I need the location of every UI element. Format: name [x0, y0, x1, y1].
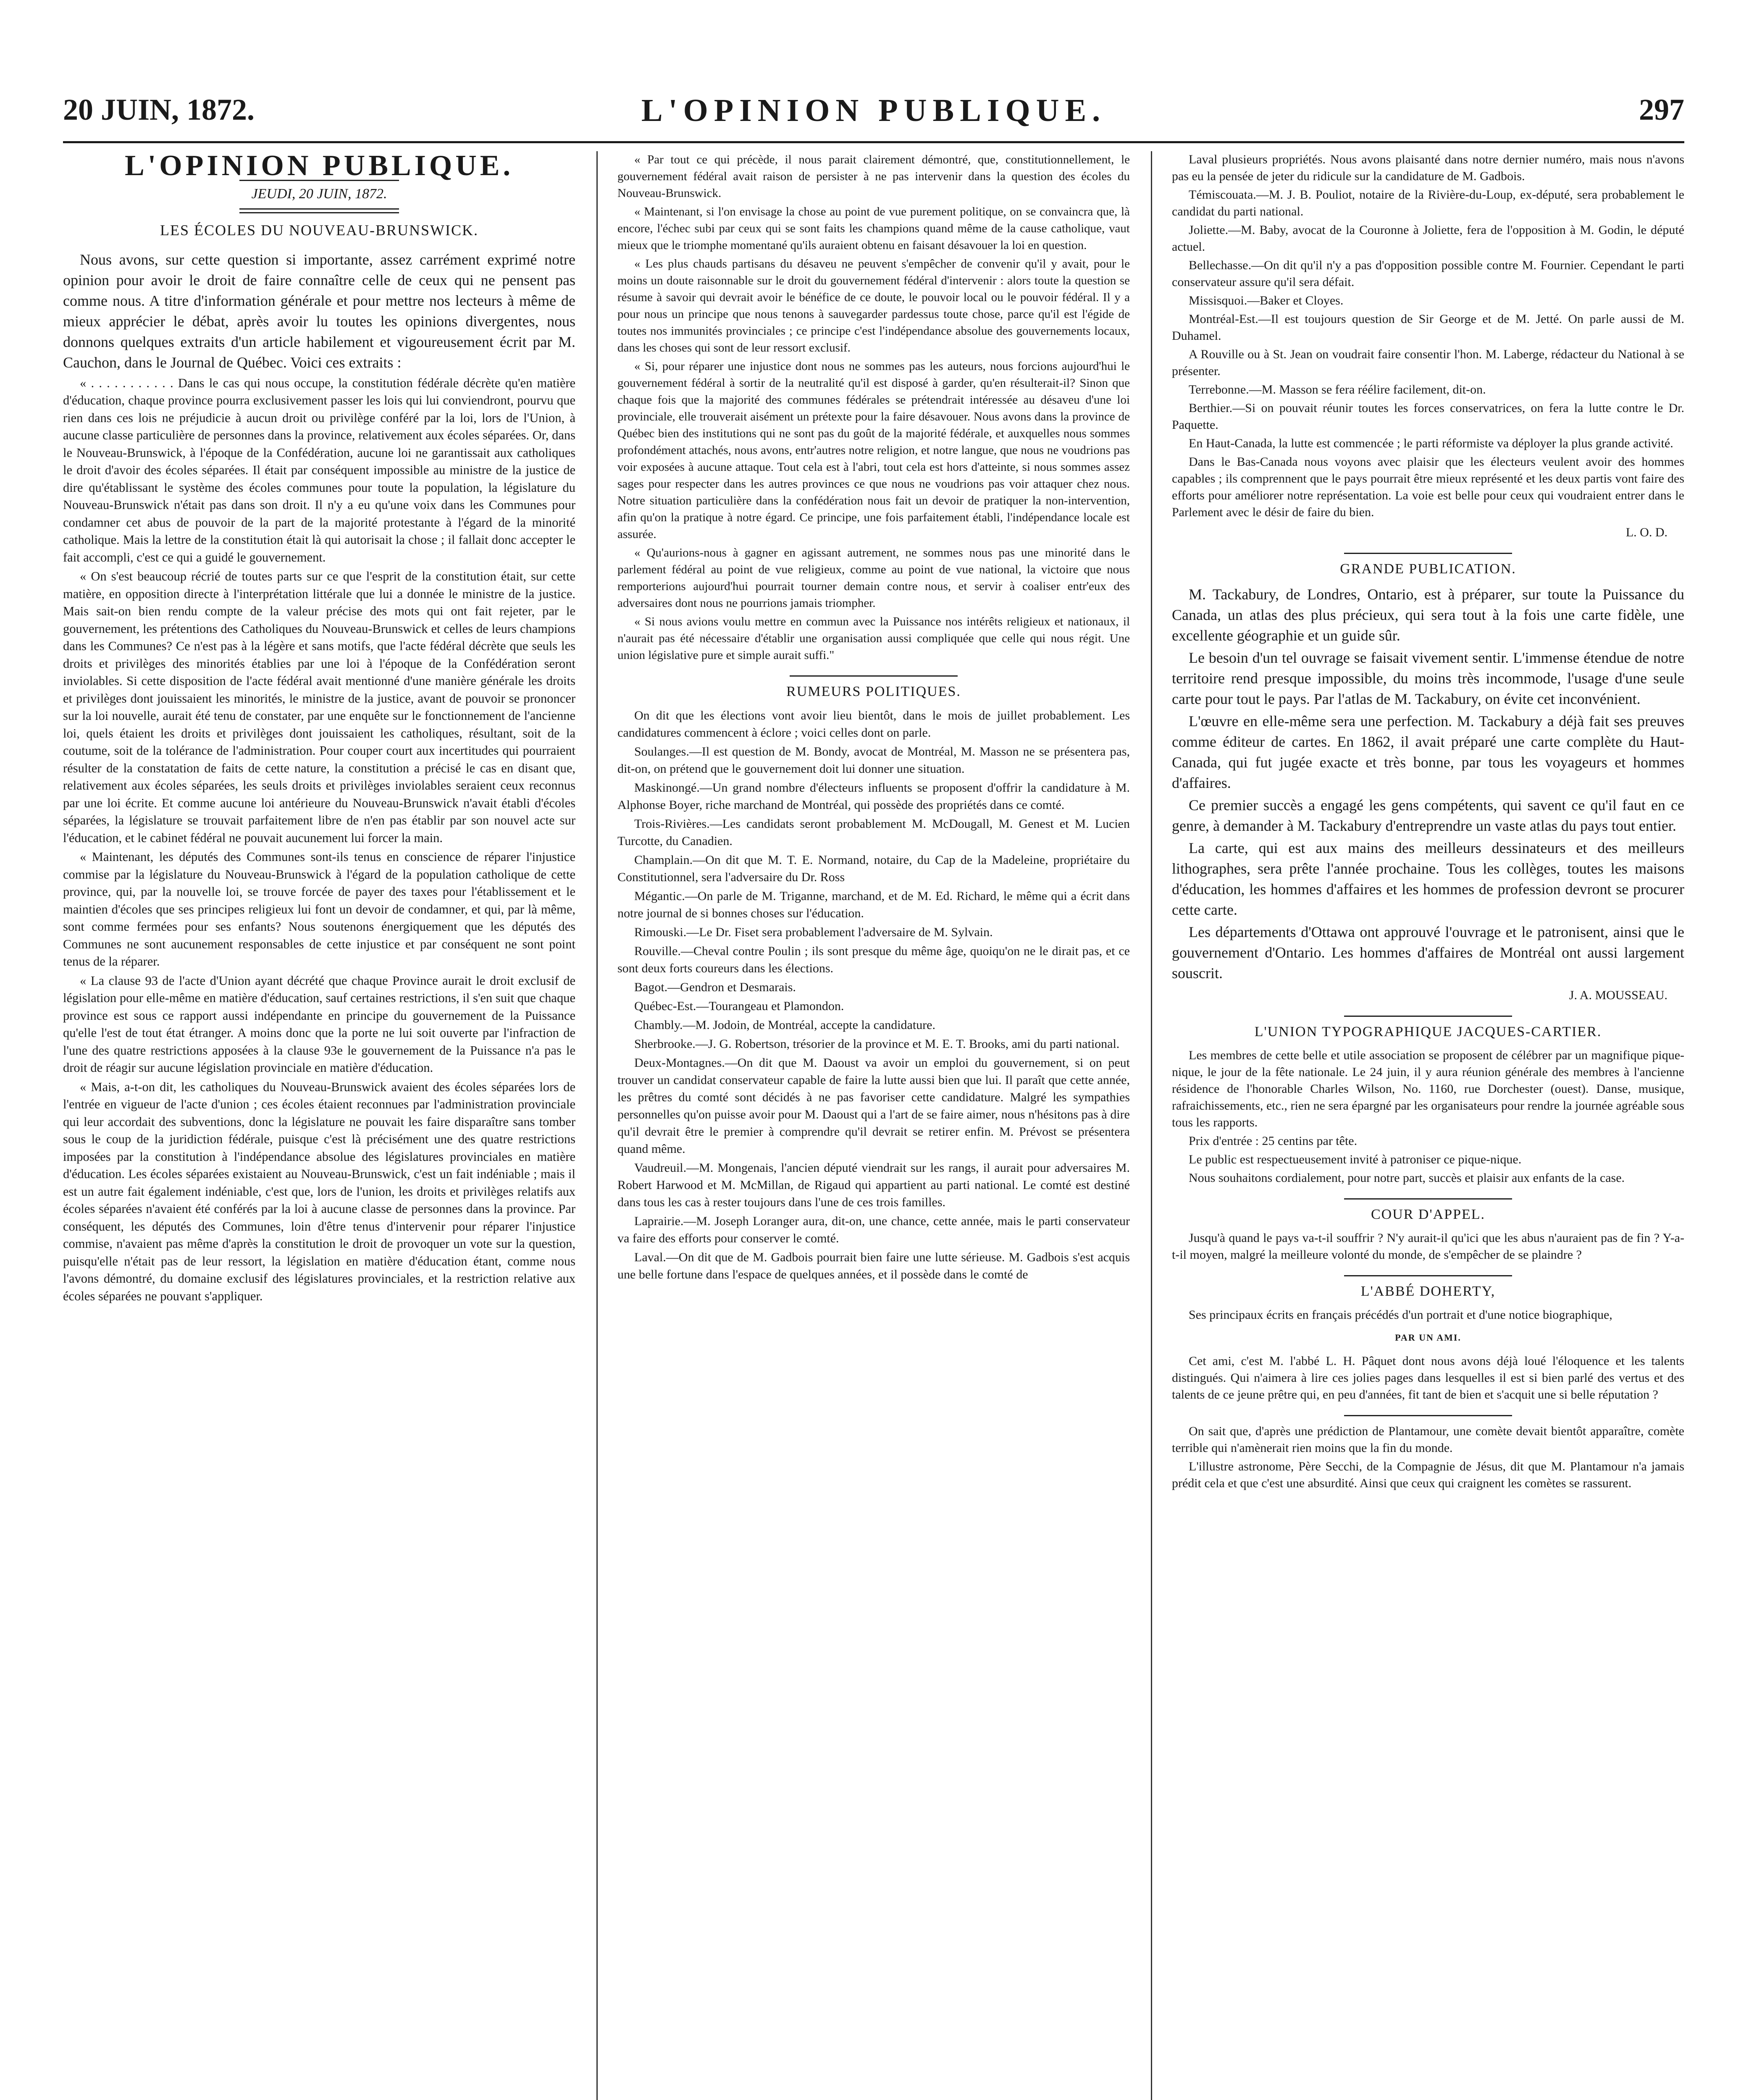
- signature: L. O. D.: [1625, 525, 1667, 539]
- section-heading: L'UNION TYPOGRAPHIQUE JACQUES-CARTIER.: [1254, 1024, 1602, 1040]
- rumor-paragraph: Sherbrooke.—J. G. Robertson, trésorier de la province et M. E. T. Brooks, ami du parti national.: [634, 1037, 1120, 1051]
- article-paragraph: Le public est respectueusement invité à patroniser ce pique-nique.: [1189, 1152, 1522, 1166]
- article-paragraph: « Par tout ce qui précède, il nous parait clairement démontré, que, constitutionnellement, le gouvernement fédéral avait raison de persister à ne pas intervenir dans la question des écoles du Nouveau-Brunswick.: [617, 153, 1130, 200]
- article-paragraph: Ses principaux écrits en français précédés d'un portrait et d'une notice biographique,: [1189, 1308, 1612, 1322]
- header-rule: [63, 141, 1684, 143]
- article-paragraph: La carte, qui est aux mains des meilleurs dessinateurs et des meilleurs lithographes, sera prête l'année prochaine. Tous les collèges, toutes les maisons d'éducation, les hommes d'affaires et les hommes de profession devront se procurer cette carte.: [1172, 840, 1684, 918]
- column-2: [617, 151, 1130, 2100]
- article-paragraph: Les membres de cette belle et utile association se proposent de célébrer par un magnifique pique-nique, le jour de la fête nationale. Le 24 juin, il y aura réunion générale des membres à l'ancienne résidence de l'honorable Charles Wilson, No. 1160, rue Dorchester (ouest). Danse, musique, rafraichissements, etc., rien ne sera épargné par les organisateurs pour rendre la journée agréable sous tous les rapports.: [1172, 1048, 1684, 1129]
- article-paragraph: Le besoin d'un tel ouvrage se faisait vivement sentir. L'immense étendue de notre territoire rend presque impossible, du moins très incommode, l'usage d'une seule carte pour tout le pays. Par l'atlas de M. Tackabury, on évite cet inconvénient.: [1172, 649, 1684, 707]
- newspaper-page: [63, 88, 1684, 2100]
- column-divider: [1151, 151, 1152, 2100]
- rumor-paragraph: Missisquoi.—Baker et Cloyes.: [1189, 294, 1344, 307]
- rumor-paragraph: Berthier.—Si on pouvait réunir toutes les forces conservatrices, on fera la lutte contre le Dr. Paquette.: [1172, 401, 1684, 432]
- column-3: [1172, 151, 1684, 2100]
- rumor-paragraph: Québec-Est.—Tourangeau et Plamondon.: [634, 999, 844, 1013]
- column-divider: [596, 151, 598, 2100]
- article-intro: Nous avons, sur cette question si importante, assez carrément exprimé notre opinion pour avoir le droit de faire connaître celle de ceux qui ne pensent pas comme nous. A titre d'information générale et pour mettre nos lecteurs à même de mieux apprécier le débat, après avoir lu toutes les opinions divergentes, nous donnons quelques extraits d'un article habilement et vigoureusement écrit par M. Cauchon, dans le Journal de Québec. Voici ces extraits :: [63, 251, 575, 371]
- rumor-paragraph: On dit que les élections vont avoir lieu bientôt, dans le mois de juillet probablement. Les candidatures commencent à éclore ; voici celles dont on parle.: [617, 709, 1130, 740]
- article-paragraph: « Les plus chauds partisans du désaveu ne peuvent s'empêcher de convenir qu'il y avait, pour le moins un doute raisonnable sur le droit du gouvernement fédéral d'intervenir : alors toute la question se résume à savoir qui devrait avoir le bénéfice de ce doute, le pouvoir local ou le pouvoir fédéral. Il y a pour nous un principe que nous tenons à sauvegarder pardessus toute chose, parce qu'il est l'égide de toutes nos immunités provinciales ; ce principe c'est l'indépendance absolue des gouvernements locaux, dans les choses qui sont de leur ressort exclusif.: [617, 257, 1130, 354]
- rumor-paragraph: Deux-Montagnes.—On dit que M. Daoust va avoir un emploi du gouvernement, si on peut trouver un candidat conservateur capable de faire la lutte aussi bien que lui. Il paraît que cette année, les prêtres du comté sont décidés à ne pas favoriser cette candidature. Malgré les sympathies personnelles qu'on puisse avoir pour M. Daoust qui a l'art de se faire aimer, nous n'hésitons pas à dire qu'il devrait être le premier à comprendre qu'il devrait se retirer enfin. M. Prévost se présentera quand même.: [617, 1056, 1130, 1156]
- article-paragraph: Jusqu'à quand le pays va-t-il souffrir ? N'y aurait-il qu'ici que les abus n'auraient pas de fin ? Y-a-t-il moyen, malgré la meilleure volonté du monde, de s'empêcher de se plaindre ?: [1172, 1231, 1684, 1262]
- article-paragraph: « . . . . . . . . . . . Dans le cas qui nous occupe, la constitution fédérale décrète qu'en matière d'éducation, chaque province pourra exclusivement passer les lois qui lui conviendront, pourvu que rien dans ces lois ne préjudicie à aucun droit ou privilège conféré par la loi, lors de l'Union, à aucune classe particulière de personnes dans la province, relativement aux écoles séparées. Or, dans le Nouveau-Brunswick, à l'époque de la Confédération, aucune loi ne garantissait aux catholiques le droit d'avoir des écoles séparées. Il était par conséquent impossible au ministre de la justice de dire qu'établissant le système des écoles communes pour toute la population, la législature du Nouveau-Brunswick n'était pas dans son droit. Il n'y a eu qu'une voix dans les Communes pour condamner cet abus de pouvoir de la part de la majorité protestante à l'égard de la minorité catholique. Mais la lettre de la constitution était là qui autorisait la chose ; il fallait donc accepter le fait accompli, c'est ce qui a guidé le gouvernement.: [63, 375, 575, 564]
- article-paragraph: On sait que, d'après une prédiction de Plantamour, une comète devait bientôt apparaître, comète terrible qui n'amènerait rien moins que la fin du monde.: [1172, 1424, 1684, 1455]
- rumor-paragraph: Terrebonne.—M. Masson se fera réélire facilement, dit-on.: [1189, 383, 1486, 396]
- article-paragraph: Nous souhaitons cordialement, pour notre part, succès et plaisir aux enfants de la case.: [1189, 1171, 1625, 1185]
- rumor-paragraph: Chambly.—M. Jodoin, de Montréal, accepte la candidature.: [634, 1018, 935, 1032]
- article-paragraph: « On s'est beaucoup récrié de toutes parts sur ce que l'esprit de la constitution était, sur cette matière, en opposition directe à l'interprétation littérale que lui a donnée le ministre de la justice. Mais sait-on bien rendu compte de la valeur précise des mots qui ont fait rejeter, par le gouvernement, les prétentions des Catholiques du Nouveau-Brunswick et celles de leurs champions dans les Communes? Ce n'est pas à la légère et sans motifs, que l'acte fédéral décrète que seuls les droits et privilèges des minorités établies par une loi à l'époque de la Confédération seront inviolables. Si cette disposition de l'acte fédéral avait mentionné d'une manière générale les droits et privilèges dont jouissaient les minorités, le ministre de la justice, avant de pouvoir se prononcer sur la loi nouvelle, aurait été tenu de constater, par une enquête sur le fonctionnement de l'ancienne loi, quels étaient les droits et privilèges dont jouissaient les catholiques, résultant, soit de la coutume, soit de la tolérance de l'administration. Pour couper court aux incertitudes qui pourraient résulter de la constatation de faits de cette nature, la constitution a précisé le cas en disant que, relativement aux écoles séparées, les seuls droits et privilèges inviolables seraient ceux reconnus par une loi écrite. Et comme aucune loi antérieure du Nouveau-Brunswick n'avait établi d'écoles séparées, la législature se trouvait parfaitement libre de n'en pas établir par son nouvel acte sur l'éducation, et le cabinet fédéral ne pouvait aucunement lui forcer la main.: [63, 569, 575, 845]
- page-number: 297: [1639, 93, 1684, 126]
- rumor-paragraph: Rimouski.—Le Dr. Fiset sera probablement l'adversaire de M. Sylvain.: [634, 925, 993, 939]
- rumor-paragraph: Mégantic.—On parle de M. Triganne, marchand, et de M. Ed. Richard, le même qui a écrit dans notre journal de si bonnes choses sur l'éducation.: [617, 889, 1130, 920]
- rumor-paragraph: Trois-Rivières.—Les candidats seront probablement M. McDougall, M. Genest et M. Lucien Turcotte, du Canadien.: [617, 817, 1130, 848]
- dateline-rule: [239, 208, 399, 210]
- rumor-paragraph: A Rouville ou à St. Jean on voudrait faire consentir l'hon. M. Laberge, rédacteur du National à se présenter.: [1172, 347, 1684, 378]
- page-header: [63, 88, 1684, 139]
- article-paragraph: « Si, pour réparer une injustice dont nous ne sommes pas les auteurs, nous forcions aujourd'hui le gouvernement fédéral à sortir de la neutralité qu'il est disposé à garder, qu'en résulterait-il? Sinon que chaque fois que la majorité des communes fédérales se prétendrait intéressée au désaveu d'une loi provinciale, elle trouverait aisément un prétexte pour la faire désavouer. Nous avons dans la province de Québec bien des institutions qui ne sont pas du goût de la majorité fédérale, et auxquelles nous sommes profondément attachés, nous avons, entr'autres notre religion, et notre langue, que nous ne voudrions pas voir exposées à aucune attaque. Tout cela est à l'abri, tout cela est hors d'atteinte, si nous sommes assez sages pour respecter dans les autres provinces ce que nous ne voudrions pas voir attaquer chez nous. Notre situation particulière dans la confédération nous fait un devoir de pratiquer la non-intervention, afin qu'on la pratique à notre égard. Ce principe, une fois parfaitement établi, l'indépendance locale est assurée.: [617, 360, 1130, 541]
- signature: J. A. MOUSSEAU.: [1569, 988, 1667, 1002]
- byline: PAR UN AMI.: [1395, 1332, 1461, 1343]
- section-divider: [1344, 553, 1512, 554]
- article-paragraph: « Maintenant, les députés des Communes sont-ils tenus en conscience de réparer l'injustice commise par la législature du Nouveau-Brunswick à l'égard de la population catholique de cette province, qui, par la nouvelle loi, se trouve forcée de payer des taxes pour l'établissement et le maintien d'écoles que ses principes religieux lui font un devoir de condamner, et qui, par là même, sont comme fermées pour ses enfants? Nous soutenons énergiquement que les députés des Communes ne sont aucunement responsables de cette injustice et par conséquent ne sont point tenus de la réparer.: [63, 850, 575, 969]
- rumor-paragraph: Soulanges.—Il est question de M. Bondy, avocat de Montréal, M. Masson ne se présentera pas, dit-on, on prétend que le gouvernement doit lui donner une situation.: [617, 745, 1130, 776]
- article-paragraph: Les départements d'Ottawa ont approuvé l'ouvrage et le patronisent, ainsi que le gouvernement d'Ontario. Les hommes d'affaires de Montréal ont aussi largement souscrit.: [1172, 924, 1684, 982]
- rumor-paragraph: Rouville.—Cheval contre Poulin ; ils sont presque du même âge, quoiqu'on ne le dirait pas, et ce sont deux forts coureurs dans les élections.: [617, 944, 1130, 975]
- section-divider: [1344, 1415, 1512, 1416]
- section-heading: L'ABBÉ DOHERTY,: [1360, 1284, 1496, 1299]
- article-paragraph: L'œuvre en elle-même sera une perfection. M. Tackabury a déjà fait ses preuves comme éditeur de cartes. En 1862, il avait préparé une carte complète du Haut-Canada, qui fut jugée exacte et très bonne, par tous les voyageurs et hommes d'affaires.: [1172, 713, 1684, 791]
- article-heading: LES ÉCOLES DU NOUVEAU-BRUNSWICK.: [160, 222, 478, 239]
- article-paragraph: « Qu'aurions-nous à gagner en agissant autrement, ne sommes nous pas une minorité dans le parlement fédéral au point de vue religieux, comme au point de vue national, la victoire que nous remporterions aujourd'hui pourrait tourner demain contre nous, et servir à coaliser entr'eux des adversaires dont nous ne pourrions jamais triompher.: [617, 546, 1130, 610]
- section-divider: [1344, 1275, 1512, 1276]
- column-1: [63, 151, 575, 2100]
- rumor-paragraph: En Haut-Canada, la lutte est commencée ; le parti réformiste va déployer la plus grande activité.: [1189, 436, 1673, 450]
- section-heading: COUR D'APPEL.: [1371, 1207, 1486, 1222]
- article-paragraph: « Si nous avions voulu mettre en commun avec la Puissance nos intérêts religieux et nationaux, il n'aurait pas été nécessaire d'établir une organisation aussi compliquée que celle qui nous régit. Une union législative pure et simple aurait suffi.": [617, 615, 1130, 662]
- rumor-paragraph: Bagot.—Gendron et Desmarais.: [634, 980, 796, 994]
- article-paragraph: « Maintenant, si l'on envisage la chose au point de vue purement politique, on se convaincra que, là encore, l'échec subi par ceux qui se sont faits les champions quand même de la cause catholique, vaut mieux que le triomphe momentané qu'ils auraient obtenu en faisant désavouer la loi en question.: [617, 205, 1130, 252]
- rumor-paragraph: Champlain.—On dit que M. T. E. Normand, notaire, du Cap de la Madeleine, propriétaire du Constitutionnel, sera l'adversaire du Dr. Ross: [617, 853, 1130, 884]
- rumor-paragraph: Bellechasse.—On dit qu'il n'y a pas d'opposition possible contre M. Fournier. Cependant le parti conservateur assure qu'il sera défait.: [1172, 258, 1684, 289]
- article-paragraph: Prix d'entrée : 25 centins par tête.: [1189, 1134, 1358, 1148]
- rumor-paragraph: Laval.—On dit que de M. Gadbois pourrait bien faire une lutte sérieuse. M. Gadbois s'est acquis une belle fortune dans l'espace de quelques années, et il possède dans le comté de: [617, 1250, 1130, 1281]
- rumor-paragraph: Laprairie.—M. Joseph Loranger aura, dit-on, une chance, cette année, mais le parti conservateur va faire des efforts pour conserver le comté.: [617, 1214, 1130, 1245]
- section-divider: [790, 675, 958, 677]
- article-paragraph: « La clause 93 de l'acte d'Union ayant décrété que chaque Province aurait le droit exclusif de législation pour elle-même en matière d'éducation, sauf certaines restrictions, il s'en suit que chaque province est sous ce rapport aussi indépendante en principe du gouvernement de la Puissance qu'elle l'est de tout état étranger. A moins donc que la porte ne lui soit ouverte par l'infraction de l'une des quatre restrictions apposées à la clause 93e le gouvernement de la Puissance n'a pas le droit de réagir sur aucune législation provinciale en matière d'éducation.: [63, 973, 575, 1075]
- section-divider: [1344, 1016, 1512, 1017]
- rumor-paragraph: Vaudreuil.—M. Mongenais, l'ancien député viendrait sur les rangs, il aurait pour adversaires M. Robert Harwood et M. McMillan, de Rigaud qui appartient au parti national. Le comté est destiné dans tous les cas à rester toujours dans l'une de ces trois familles.: [617, 1161, 1130, 1209]
- rumor-paragraph: Montréal-Est.—Il est toujours question de Sir George et de M. Jetté. On parle aussi de M. Duhamel.: [1172, 312, 1684, 343]
- rumor-paragraph: Laval plusieurs propriétés. Nous avons plaisanté dans notre dernier numéro, mais nous n'avons pas eu la pensée de jeter du ridicule sur la candidature de M. Gadbois.: [1172, 152, 1684, 183]
- article-paragraph: M. Tackabury, de Londres, Ontario, est à préparer, sur toute la Puissance du Canada, un atlas des plus précieux, qui sera tout à la fois une carte fidèle, une excellente géographie et un guide sûr.: [1172, 586, 1684, 644]
- rumor-paragraph: Maskinongé.—Un grand nombre d'électeurs influents se proposent d'offrir la candidature à M. Alphonse Boyer, riche marchand de Montréal, qui possède des propriétés dans ce comté.: [617, 781, 1130, 812]
- article-paragraph: Cet ami, c'est M. l'abbé L. H. Pâquet dont nous avons déjà loué l'éloquence et les talents distingués. Qui n'aimera à lire ces jolies pages dans lesquelles il est si bien parlé des vertus et des talents de ce jeune prêtre qui, en peu d'années, fit tant de bien et s'acquit une si belle réputation ?: [1172, 1354, 1684, 1402]
- dateline-rule: [239, 212, 399, 213]
- section-divider: [1344, 1198, 1512, 1200]
- rumor-paragraph: Témiscouata.—M. J. B. Pouliot, notaire de la Rivière-du-Loup, ex-député, sera probablement le candidat du parti national.: [1172, 188, 1684, 218]
- issue-date: JEUDI, 20 JUIN, 1872.: [251, 186, 387, 202]
- header-title: L'OPINION PUBLIQUE.: [641, 93, 1106, 128]
- section-heading: RUMEURS POLITIQUES.: [786, 684, 961, 699]
- paper-nameplate: L'OPINION PUBLIQUE.: [125, 151, 514, 182]
- article-paragraph: Ce premier succès a engagé les gens compétents, qui savent ce qu'il faut en ce genre, à demander à M. Tackabury d'entreprendre un vaste atlas du pays tout entier.: [1172, 797, 1684, 834]
- rumor-paragraph: Dans le Bas-Canada nous voyons avec plaisir que les électeurs veulent avoir des hommes capables ; ils comprennent que le pays pourrait être mieux représenté et les deux partis vont faire des efforts pour améliorer notre représentation. La voie est belle pour ceux qui voudraient entrer dans le Parlement avec le désir de faire du bien.: [1172, 455, 1684, 519]
- article-paragraph: L'illustre astronome, Père Secchi, de la Compagnie de Jésus, dit que M. Plantamour n'a jamais prédit cela et que c'est une absurdité. Ainsi que ceux qui craignent les comètes se rassurent.: [1172, 1460, 1684, 1490]
- section-heading: GRANDE PUBLICATION.: [1340, 561, 1516, 577]
- header-date: 20 JUIN, 1872.: [63, 93, 255, 126]
- article-paragraph: « Mais, a-t-on dit, les catholiques du Nouveau-Brunswick avaient des écoles séparées lors de l'entrée en vigueur de l'acte d'union ; ces écoles étaient reconnues par l'administration provinciale qui leur accordait des subventions, donc la législature ne pouvait les faire disparaître sans tomber sous le coup de la juridiction fédérale, puisque c'est là précisément une des quatre restrictions imposées par la constitution à l'indépendance absolue des législatures provinciales en matière d'éducation. Les écoles séparées existaient au Nouveau-Brunswick, c'est un fait indéniable ; mais il est un autre fait également indéniable, c'est que, lors de l'union, les droits et privilèges relatifs aux écoles séparées n'avaient été conférés par la loi à aucune classe de personnes dans la province. Par conséquent, les députés des Communes, loin d'être tenus d'intervenir pour réparer l'injustice commise, n'avaient pas même d'après la constitution le droit de provoquer un vote sur la question, puisqu'elle n'était pas de leur ressort, la législation en matière d'éducation étant, comme nous l'avons démontré, du domaine exclusif des législatures provinciales, et la restriction relative aux écoles séparées ne pouvant s'appliquer.: [63, 1079, 575, 1303]
- rumor-paragraph: Joliette.—M. Baby, avocat de la Couronne à Joliette, fera de l'opposition à M. Godin, le député actuel.: [1172, 223, 1684, 254]
